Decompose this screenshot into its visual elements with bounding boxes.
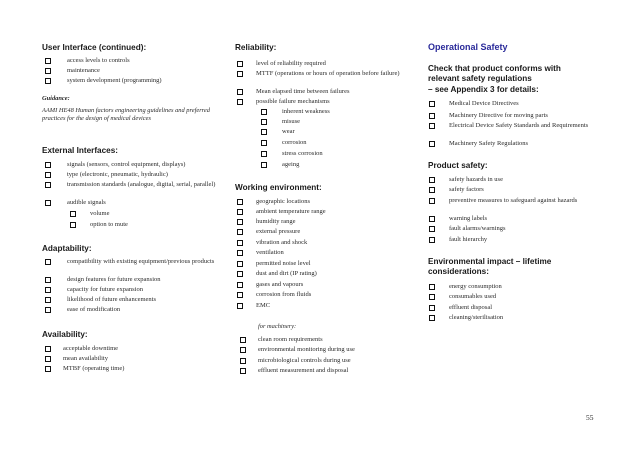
checkbox[interactable] [261,129,267,135]
checkbox[interactable] [45,172,51,178]
checkbox[interactable] [429,141,435,147]
prod-item: fault alarms/warnings [449,225,506,232]
page-number: 55 [586,413,594,422]
checkbox[interactable] [237,271,243,277]
env-item: dust and dirt (IP rating) [256,270,317,277]
checkbox[interactable] [429,123,435,129]
prod-item: warning labels [449,215,488,222]
checkbox[interactable] [45,58,51,64]
checkbox[interactable] [237,229,243,235]
checkbox[interactable] [261,162,267,168]
checkbox[interactable] [45,68,51,74]
checkbox[interactable] [45,182,51,188]
checkbox[interactable] [261,119,267,125]
guidance-label: Guidance: [42,95,70,102]
env-item: EMC [256,302,271,309]
ui-item: maintenance [67,67,100,74]
reg-item: Electrical Device Safety Standards and Requirements [449,122,589,129]
machinery-label: for machinery: [258,323,297,330]
ext-item: type (electronic, pneumatic, hydraulic) [67,171,168,178]
check-regulations-heading: Check that product conforms with relevant safety regulations [428,64,561,83]
checkbox[interactable] [45,346,51,352]
avail-item: MTBF (operating time) [63,365,125,372]
checkbox[interactable] [429,216,435,222]
checkbox[interactable] [45,307,51,313]
envi-item: consumables used [449,293,497,300]
checkbox[interactable] [45,162,51,168]
checkbox[interactable] [237,240,243,246]
checkbox[interactable] [237,199,243,205]
ext-item: signals (sensors, control equipment, displays) [67,161,186,168]
rel-subitem: corrosion [282,139,307,146]
checkbox[interactable] [45,78,51,84]
adapt-item: design features for future expansion [67,276,161,283]
environmental-impact-heading: Environmental impact – lifetime considerations: [428,257,552,276]
ext-subitem: option to mute [90,221,128,228]
external-interfaces-heading: External Interfaces: [42,146,118,155]
mach-item: microbiological controls during use [258,357,351,364]
reg-item: Medical Device Directives [449,100,519,107]
checkbox[interactable] [237,303,243,309]
checkbox[interactable] [240,368,246,374]
env-item: gases and vapours [256,281,304,288]
adaptability-heading: Adaptability: [42,244,92,253]
reliability-heading: Reliability: [235,43,277,52]
ui-item: access levels to controls [67,57,130,64]
ext-item: audible signals [67,199,106,206]
mach-item: environmental monitoring during use [258,346,355,353]
guidance-text: AAMI HE48 Human factors engineering guidelines and preferred practices for the design of medical devices [42,107,210,122]
avail-item: acceptable downtime [63,345,119,352]
checkbox[interactable] [429,113,435,119]
rel-subitem: stress corrosion [282,150,323,157]
reg-item: Machinery Safety Regulations [449,140,529,147]
user-interface-heading: User Interface (continued): [42,43,147,52]
rel-item: level of reliability required [256,60,326,67]
rel-subitem: misuse [282,118,301,125]
checkbox[interactable] [429,187,435,193]
working-environment-heading: Working environment: [235,183,322,192]
checkbox[interactable] [429,177,435,183]
mach-item: clean room requirements [258,336,323,343]
checkbox[interactable] [261,151,267,157]
envi-item: cleaning/sterilisation [449,314,504,321]
checkbox[interactable] [429,305,435,311]
checkbox[interactable] [237,261,243,267]
adapt-item: likelihood of future enhancements [67,296,156,303]
checkbox[interactable] [429,315,435,321]
adapt-item: ease of modification [67,306,121,313]
checkbox[interactable] [70,211,76,217]
checkbox[interactable] [429,284,435,290]
mach-item: effluent measurement and disposal [258,367,349,374]
operational-safety-heading: Operational Safety [428,42,508,52]
checkbox[interactable] [45,259,51,265]
rel-subitem: ageing [282,161,300,168]
checkbox[interactable] [237,250,243,256]
checkbox[interactable] [45,366,51,372]
prod-item: preventive measures to safeguard against hazards [449,197,578,204]
adapt-item: capacity for future expansion [67,286,143,293]
checkbox[interactable] [237,209,243,215]
ext-item: transmission standards (analogue, digital, serial, parallel) [67,181,216,188]
prod-item: safety hazards in use [449,176,503,183]
env-item: ambient temperature range [256,208,326,215]
checkbox[interactable] [45,297,51,303]
checkbox[interactable] [240,347,246,353]
product-safety-heading: Product safety: [428,161,488,170]
appendix-note: – see Appendix 3 for details: [428,85,539,94]
ext-subitem: volume [90,210,110,217]
env-item: geographic locations [256,198,310,205]
env-item: ventilation [256,249,284,256]
checkbox[interactable] [237,292,243,298]
checkbox[interactable] [45,287,51,293]
checkbox[interactable] [237,219,243,225]
checkbox[interactable] [261,140,267,146]
env-item: external pressure [256,228,301,235]
checkbox[interactable] [429,198,435,204]
checkbox[interactable] [237,89,243,95]
rel-item: Mean elapsed time between failures [256,88,350,95]
checkbox[interactable] [261,109,267,115]
ui-item: system development (programming) [67,77,162,84]
reg-item: Machinery Directive for moving parts [449,112,548,119]
rel-item: MTTF (operations or hours of operation before failure) [256,70,400,77]
avail-item: mean availability [63,355,108,362]
availability-heading: Availability: [42,330,88,339]
env-item: vibration and shock [256,239,308,246]
adapt-item: compatibility with existing equipment/previous products [67,258,215,265]
checkbox[interactable] [237,61,243,67]
checkbox[interactable] [237,99,243,105]
checkbox[interactable] [429,294,435,300]
checkbox[interactable] [429,101,435,107]
envi-item: energy consumption [449,283,502,290]
env-item: humidity range [256,218,296,225]
prod-item: fault hierarchy [449,236,488,243]
checkbox[interactable] [237,71,243,77]
checkbox[interactable] [45,200,51,206]
checkbox[interactable] [70,222,76,228]
checkbox[interactable] [429,226,435,232]
env-item: permitted noise level [256,260,311,267]
checkbox[interactable] [45,277,51,283]
prod-item: safety factors [449,186,484,193]
env-item: corrosion from fluids [256,291,312,298]
rel-subitem: inherent weakness [282,108,330,115]
rel-subitem: wear [282,128,295,135]
checkbox[interactable] [240,337,246,343]
checkbox[interactable] [45,356,51,362]
checkbox[interactable] [240,358,246,364]
envi-item: effluent disposal [449,304,493,311]
checkbox[interactable] [429,237,435,243]
checkbox[interactable] [237,282,243,288]
rel-item: possible failure mechanisms [256,98,330,105]
